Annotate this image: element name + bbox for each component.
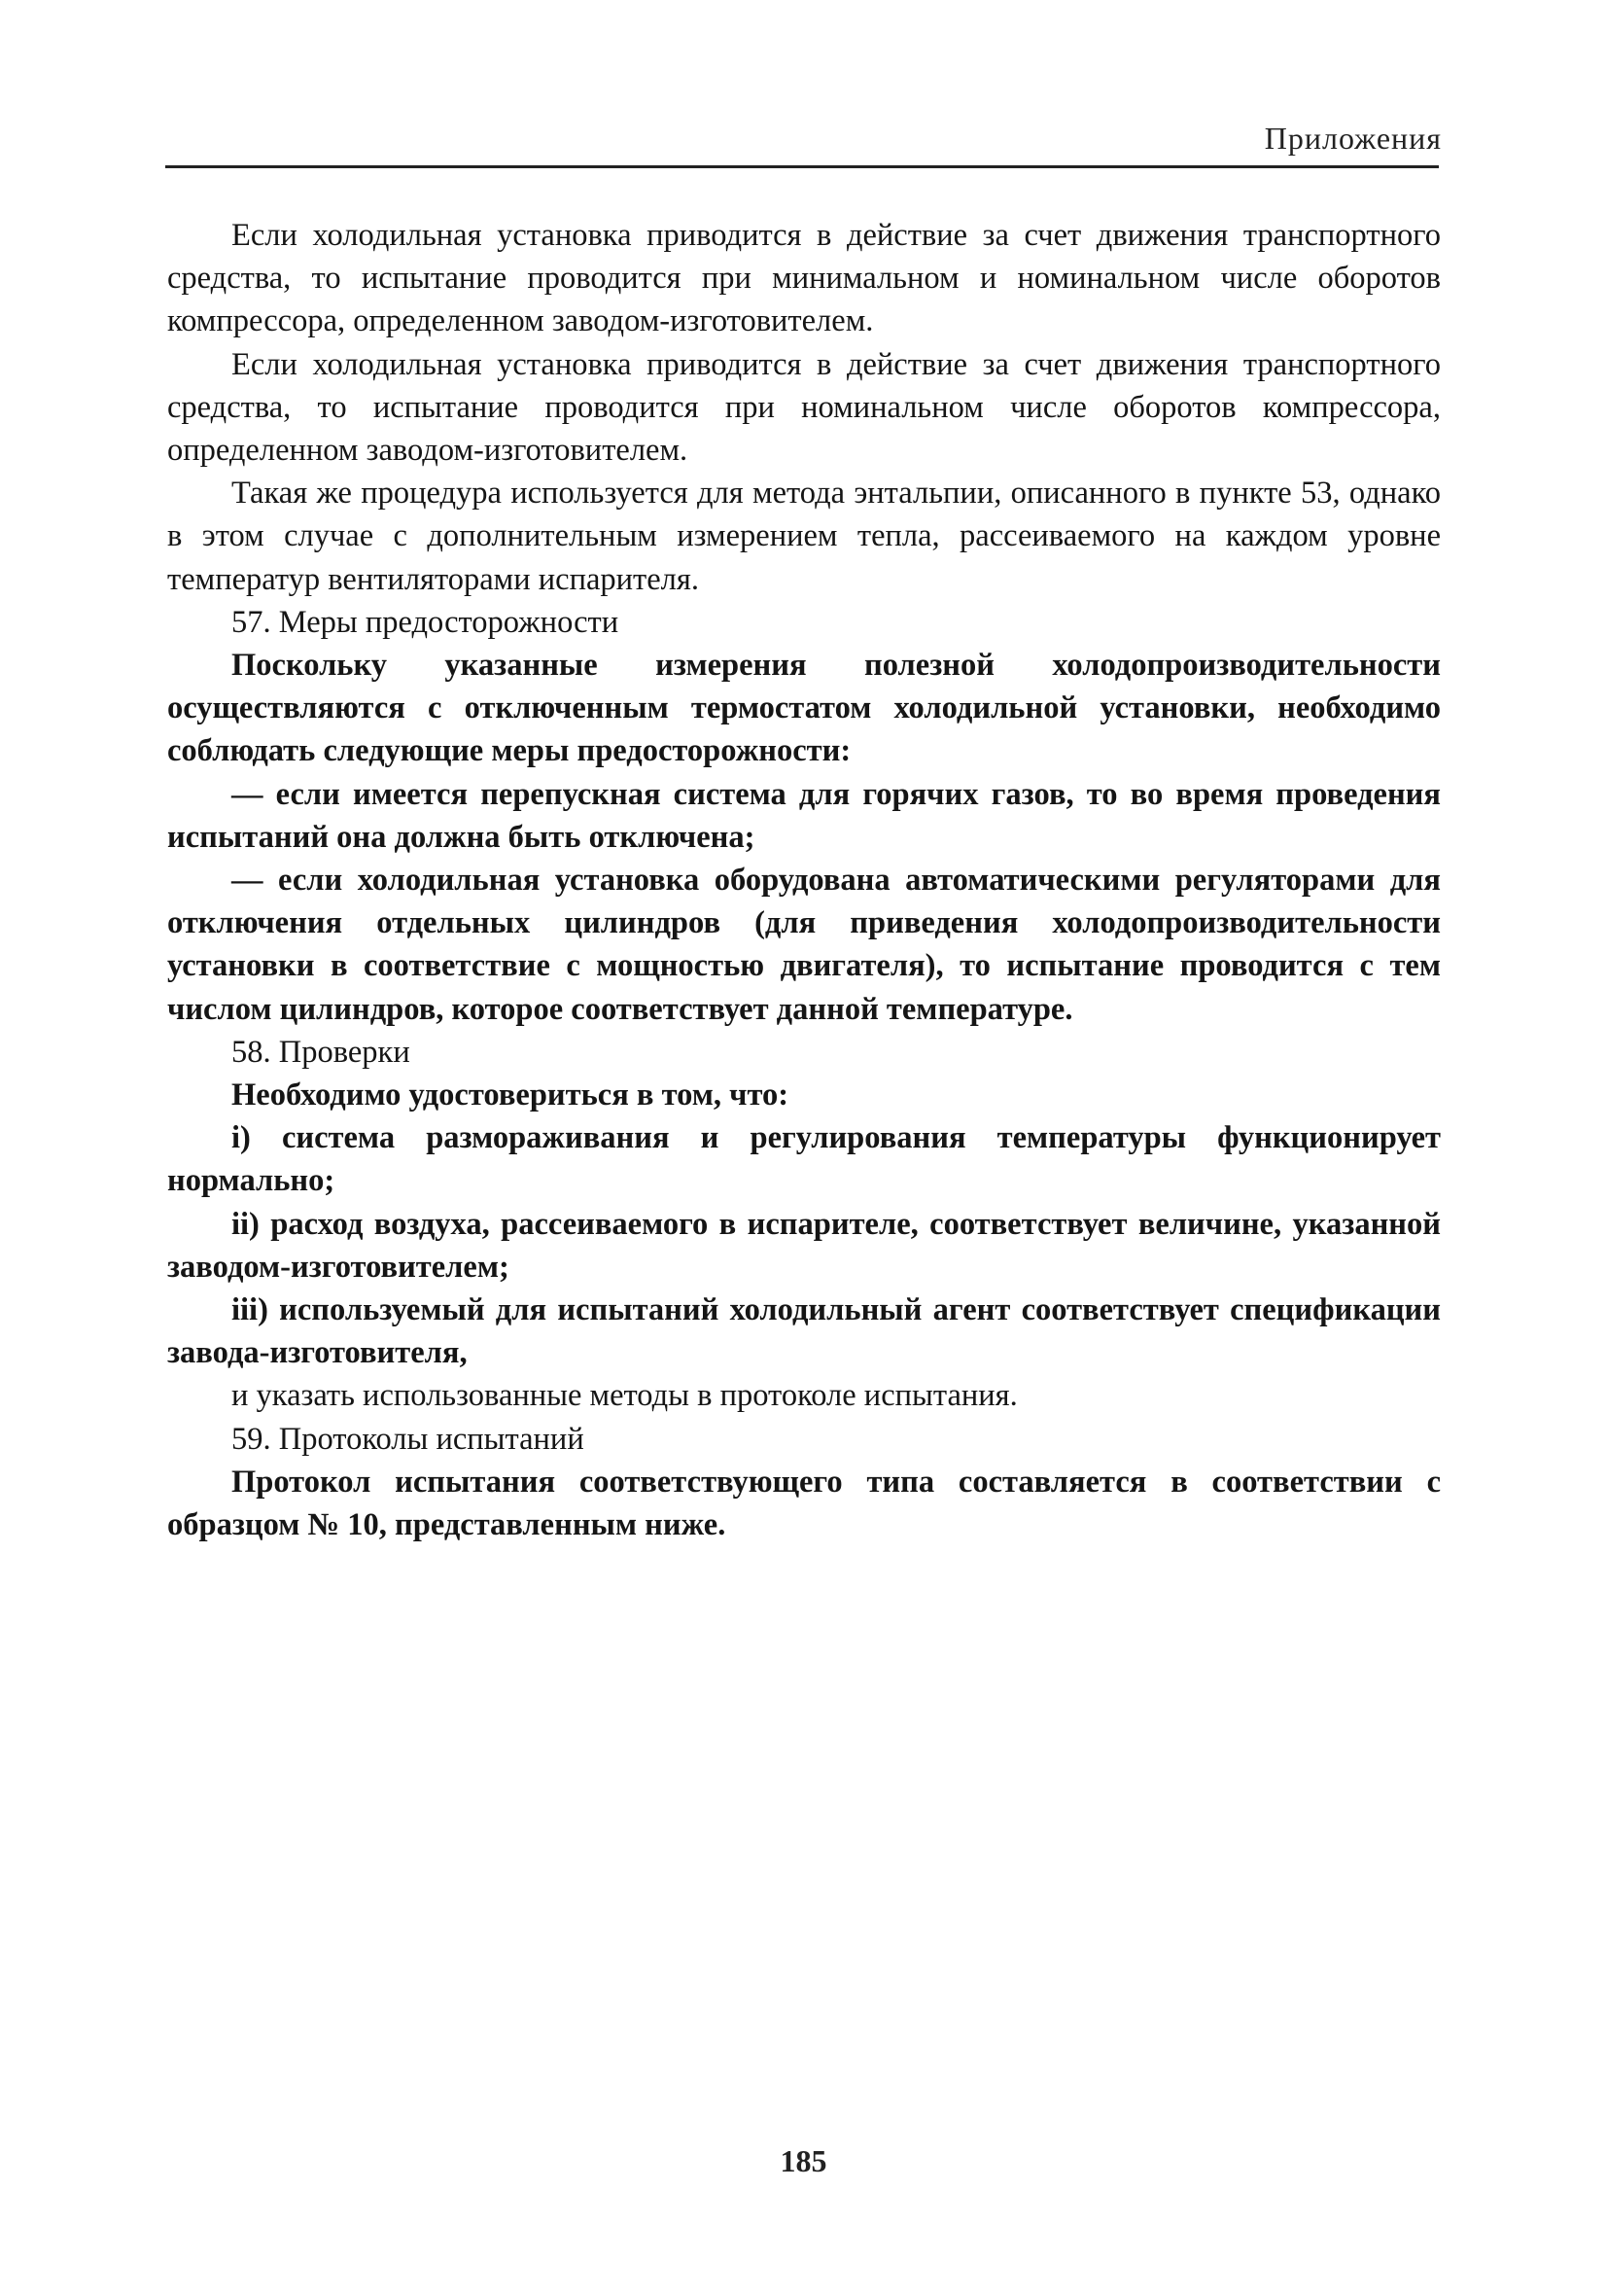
paragraph: Необходимо удостовериться в том, что: [231,1077,789,1113]
paragraph: Если холодильная установка приводится в действие за счет движения транспортного средства, то испытание проводится при минимальном и номинальном числе оборотов компрессора, определенном заводом-изготовителем. [167,218,1441,339]
page-number: 185 [780,2143,827,2178]
paragraph: и указать использованные методы в протоколе испытания. [231,1378,1018,1414]
list-item: — если холодильная установка оборудована автоматическими регуляторами для отключения отдельных цилиндров (для приведения холодопроизводительности установки в соответствие с мощностью двигателя), то испытание проводится с тем числом цилиндров, которое соответствует данной температуре. [167,863,1441,1027]
list-item: ii) расход воздуха, рассеиваемого в испарителе, соответствует величине, указанной заводом-изготовителем; [167,1206,1441,1285]
section-heading-59: 59. Протоколы испытаний [231,1421,584,1457]
paragraph: Поскольку указанные измерения полезной холодопроизводительности осуществляются с отключенным термостатом холодильной установки, необходимо соблюдать следующие меры предосторожности: [167,648,1441,769]
paragraph: Протокол испытания соответствующего типа составляется в соответствии с образцом № 10, представленным ниже. [167,1464,1441,1543]
section-heading-58: 58. Проверки [231,1034,410,1070]
paragraph: Такая же процедура используется для метода энтальпии, описанного в пункте 53, однако в этом случае с дополнительным измерением тепла, рассеиваемого на каждом уровне температур вентиляторами испарителя. [167,476,1441,597]
list-item: — если имеется перепускная система для горячих газов, то во время проведения испытаний она должна быть отключена; [167,776,1441,855]
section-heading-57: 57. Меры предосторожности [231,604,619,640]
list-item: iii) используемый для испытаний холодильный агент соответствует спецификации завода-изготовителя, [167,1292,1441,1371]
body-text [167,214,1441,1546]
header-rule [165,165,1439,168]
paragraph: Если холодильная установка приводится в действие за счет движения транспортного средства, то испытание проводится при номинальном числе оборотов компрессора, определенном заводом-изготовителем. [167,346,1441,469]
list-item: i) система размораживания и регулирования температуры функционирует нормально; [167,1120,1441,1199]
running-title: Приложения [1264,121,1442,156]
